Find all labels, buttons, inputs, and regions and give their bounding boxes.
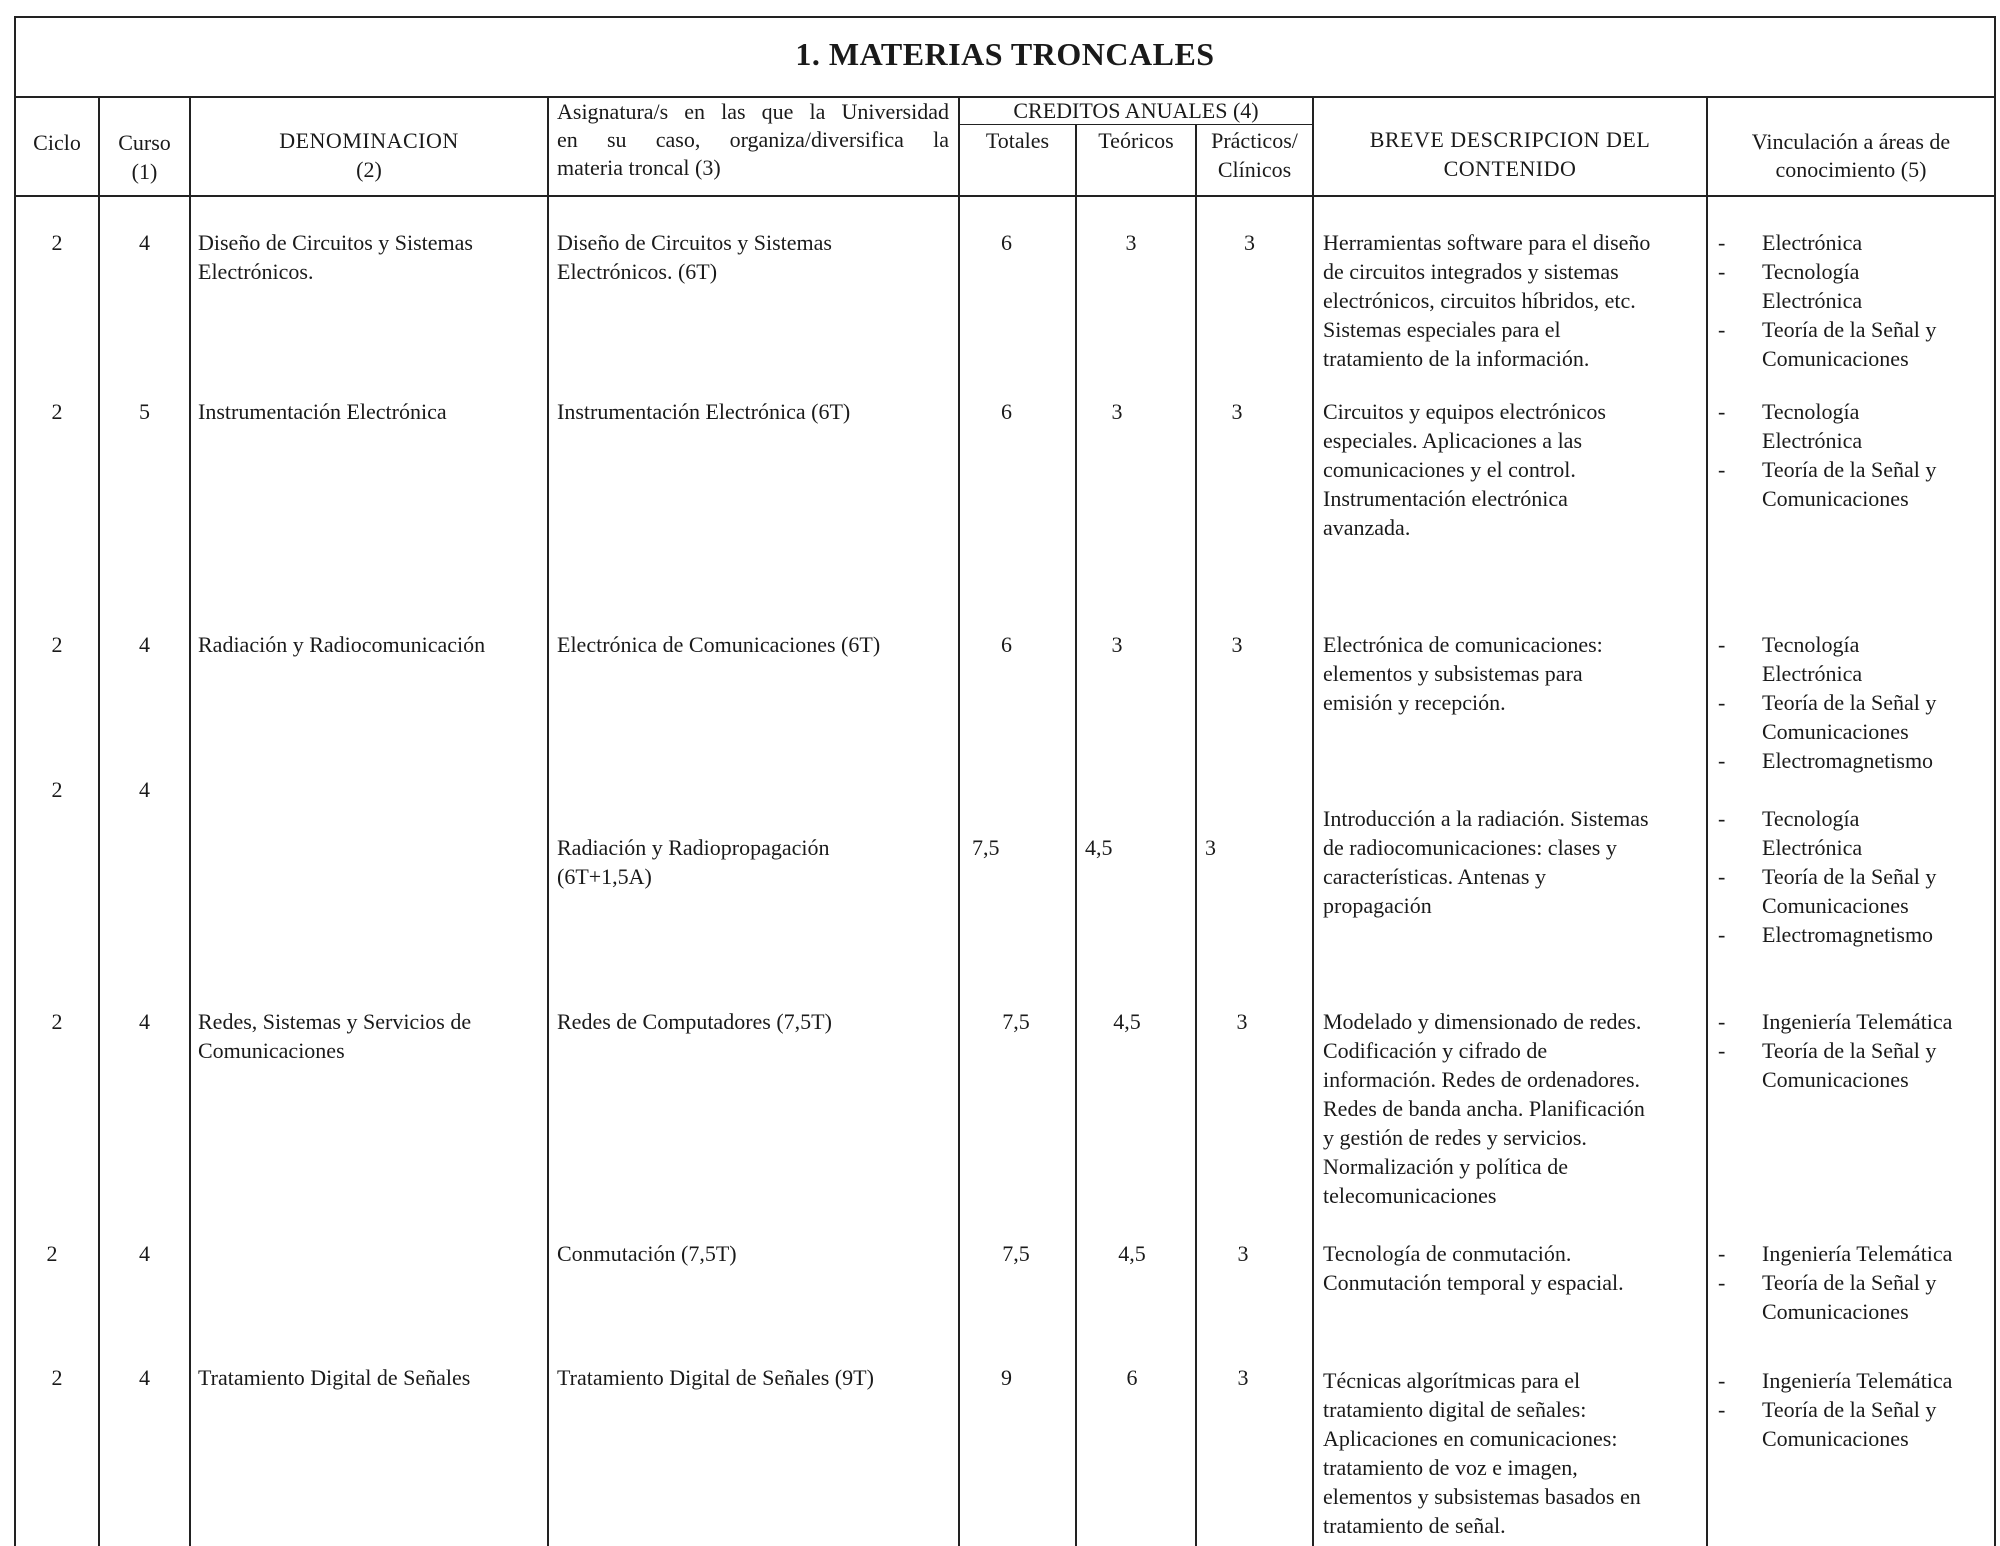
col-divider-ciclo — [98, 96, 100, 1546]
row-ciclo: 2 — [51, 1009, 63, 1034]
row-areas — [1718, 1007, 1952, 1094]
row-denominacion-line: Redes, Sistemas y Servicios de — [198, 1009, 472, 1034]
row-descripcion-line: tratamiento digital de señales: — [1323, 1397, 1587, 1422]
header-clinicos: Clínicos — [1217, 157, 1292, 182]
row-asignatura-line: Instrumentación Electrónica (6T) — [557, 399, 851, 424]
area-item: - Tecnología Electrónica — [1718, 397, 1936, 455]
row-ciclo: 2 — [51, 777, 63, 802]
area-item: - Electromagnetismo — [1718, 920, 1936, 949]
col-divider-descripcion — [1706, 96, 1708, 1546]
row-descripcion-line: Instrumentación electrónica — [1323, 486, 1568, 511]
row-totales: 6 — [1001, 632, 1012, 657]
row-curso: 4 — [139, 1241, 150, 1266]
area-item: - Teoría de la Señal y Comunicaciones — [1718, 1268, 1952, 1326]
row-practicos: 3 — [1237, 1241, 1249, 1266]
row-asignatura-line: Conmutación (7,5T) — [557, 1241, 737, 1266]
header-practicos: Prácticos/ — [1211, 128, 1298, 153]
area-item: - Teoría de la Señal y Comunicaciones — [1718, 1036, 1952, 1094]
header-bottom-border — [14, 195, 1996, 197]
row-descripcion-line: avanzada. — [1323, 515, 1411, 540]
row-ciclo: 2 — [51, 399, 63, 424]
row-practicos: 3 — [1231, 632, 1243, 657]
row-descripcion-line: tratamiento de la información. — [1323, 346, 1590, 371]
row-descripcion-line: Tecnología de conmutación. — [1323, 1241, 1572, 1266]
header-asignatura-line3: materia troncal (3) — [557, 155, 721, 180]
row-asignatura-line: Electrónica de Comunicaciones (6T) — [557, 632, 881, 657]
row-descripcion-line: especiales. Aplicaciones a las — [1323, 428, 1583, 453]
col-divider-denominacion — [547, 96, 549, 1546]
row-asignatura-line: Radiación y Radiopropagación — [557, 835, 830, 860]
row-areas — [1718, 1366, 1952, 1453]
row-descripcion-line: comunicaciones y el control. — [1323, 457, 1576, 482]
row-descripcion-line: Introducción a la radiación. Sistemas — [1323, 806, 1649, 831]
area-item: - Ingeniería Telemática — [1718, 1007, 1952, 1036]
row-asignatura-line: Diseño de Circuitos y Sistemas — [557, 230, 832, 255]
row-descripcion-line: electrónicos, circuitos híbridos, etc. — [1323, 288, 1636, 313]
row-asignatura-line: (6T+1,5A) — [557, 864, 652, 889]
area-item: - Teoría de la Señal y Comunicaciones — [1718, 315, 1936, 373]
table-top-border — [14, 16, 1996, 18]
row-teoricos: 3 — [1111, 632, 1123, 657]
header-teoricos: Teóricos — [1098, 128, 1174, 153]
row-ciclo: 2 — [46, 1241, 58, 1266]
area-item: - Teoría de la Señal y Comunicaciones — [1718, 862, 1936, 920]
area-item: - Teoría de la Señal y Comunicaciones — [1718, 1395, 1952, 1453]
row-denominacion-line: Instrumentación Electrónica — [198, 399, 447, 424]
col-divider-curso — [189, 96, 191, 1546]
row-curso: 4 — [139, 230, 150, 255]
area-item: - Tecnología Electrónica — [1718, 630, 1936, 688]
row-descripcion-line: Electrónica de comunicaciones: — [1323, 632, 1603, 657]
row-descripcion-line: Herramientas software para el diseño — [1323, 230, 1651, 255]
row-ciclo: 2 — [51, 230, 63, 255]
row-asignatura-line: Tratamiento Digital de Señales (9T) — [557, 1365, 874, 1390]
row-descripcion-line: de radiocomunicaciones: clases y — [1323, 835, 1617, 860]
row-practicos: 3 — [1236, 1009, 1248, 1034]
row-descripcion-line: propagación — [1323, 893, 1432, 918]
header-curso-note: (1) — [131, 159, 158, 184]
row-asignatura-line: Redes de Computadores (7,5T) — [557, 1009, 832, 1034]
header-vinculacion-line2: conocimiento (5) — [1775, 157, 1927, 182]
page-title: 1. MATERIAS TRONCALES — [795, 36, 1215, 72]
row-areas — [1718, 804, 1936, 949]
row-descripcion-line: elementos y subsistemas basados en — [1323, 1484, 1641, 1509]
row-totales: 7,5 — [972, 835, 1000, 860]
row-totales: 7,5 — [1002, 1241, 1030, 1266]
area-item: - Tecnología Electrónica — [1718, 257, 1936, 315]
row-teoricos: 4,5 — [1085, 835, 1113, 860]
row-descripcion-line: y gestión de redes y servicios. — [1323, 1125, 1587, 1150]
border-right — [1994, 16, 1996, 1546]
row-totales: 6 — [1001, 230, 1012, 255]
col-divider-teoricos — [1195, 124, 1197, 1546]
row-descripcion-line: Normalización y política de — [1323, 1154, 1568, 1179]
row-descripcion-line: Codificación y cifrado de — [1323, 1038, 1548, 1063]
header-asignatura-line1: Asignatura/s en las que la Universidad — [557, 99, 949, 124]
col-divider-asignatura — [958, 96, 960, 1546]
row-denominacion-line: Radiación y Radiocomunicación — [198, 632, 486, 657]
row-teoricos: 3 — [1111, 399, 1123, 424]
row-descripcion-line: tratamiento de señal. — [1323, 1513, 1506, 1538]
row-curso: 4 — [139, 777, 150, 802]
header-descripcion-line2: CONTENIDO — [1443, 156, 1577, 181]
area-item: - Teoría de la Señal y Comunicaciones — [1718, 455, 1936, 513]
col-divider-creditos — [1312, 96, 1314, 1546]
row-practicos: 3 — [1231, 399, 1243, 424]
row-descripcion-line: de circuitos integrados y sistemas — [1323, 259, 1619, 284]
area-item: - Ingeniería Telemática — [1718, 1239, 1952, 1268]
row-curso: 4 — [139, 1009, 150, 1034]
col-divider-totales — [1075, 124, 1077, 1546]
area-item: - Tecnología Electrónica — [1718, 804, 1936, 862]
row-descripcion-line: Circuitos y equipos electrónicos — [1323, 399, 1606, 424]
row-practicos: 3 — [1237, 1365, 1249, 1390]
row-curso: 5 — [139, 399, 150, 424]
row-asignatura-line: Electrónicos. (6T) — [557, 259, 718, 284]
row-teoricos: 3 — [1125, 230, 1137, 255]
header-denominacion: DENOMINACION — [279, 128, 459, 153]
row-areas — [1718, 228, 1936, 373]
row-descripcion-line: emisión y recepción. — [1323, 690, 1506, 715]
row-descripcion-line: Conmutación temporal y espacial. — [1323, 1270, 1624, 1295]
row-descripcion-line: características. Antenas y — [1323, 864, 1546, 889]
row-descripcion-line: Modelado y dimensionado de redes. — [1323, 1009, 1642, 1034]
header-curso: Curso — [118, 130, 171, 155]
area-item: - Ingeniería Telemática — [1718, 1366, 1952, 1395]
header-totales: Totales — [985, 128, 1050, 153]
row-descripcion-line: Redes de banda ancha. Planificación — [1323, 1096, 1645, 1121]
header-asignatura-line2: en su caso, organiza/diversifica la — [557, 127, 949, 152]
row-teoricos: 4,5 — [1113, 1009, 1141, 1034]
row-areas — [1718, 397, 1936, 513]
row-ciclo: 2 — [51, 1365, 63, 1390]
row-teoricos: 4,5 — [1118, 1241, 1146, 1266]
row-practicos: 3 — [1244, 230, 1255, 255]
row-descripcion-line: tratamiento de voz e imagen, — [1323, 1455, 1578, 1480]
header-descripcion-line1: BREVE DESCRIPCION DEL — [1369, 127, 1651, 152]
row-descripcion-line: telecomunicaciones — [1323, 1183, 1497, 1208]
header-denominacion-note: (2) — [356, 157, 382, 182]
row-areas — [1718, 1239, 1952, 1326]
area-item: - Electrónica — [1718, 228, 1936, 257]
row-denominacion-line: Tratamiento Digital de Señales — [198, 1365, 471, 1390]
row-totales: 9 — [1001, 1365, 1012, 1390]
header-creditos-anuales: CREDITOS ANUALES (4) — [1013, 98, 1259, 123]
row-totales: 7,5 — [1002, 1009, 1030, 1034]
row-descripcion-line: Aplicaciones en comunicaciones: — [1323, 1426, 1618, 1451]
row-curso: 4 — [139, 1365, 150, 1390]
row-descripcion-line: Técnicas algorítmicas para el — [1323, 1368, 1581, 1393]
row-practicos: 3 — [1205, 835, 1216, 860]
header-ciclo: Ciclo — [33, 130, 81, 155]
row-descripcion-line: Sistemas especiales para el — [1323, 317, 1561, 342]
row-curso: 4 — [139, 632, 150, 657]
row-ciclo: 2 — [51, 632, 63, 657]
row-denominacion-line: Electrónicos. — [198, 259, 314, 284]
header-vinculacion-line1: Vinculación a áreas de — [1751, 129, 1951, 154]
row-denominacion-line: Diseño de Circuitos y Sistemas — [198, 230, 473, 255]
row-denominacion-line: Comunicaciones — [198, 1038, 345, 1063]
row-areas — [1718, 630, 1936, 775]
row-descripcion-line: información. Redes de ordenadores. — [1323, 1067, 1641, 1092]
area-item: - Electromagnetismo — [1718, 746, 1936, 775]
row-descripcion-line: elementos y subsistemas para — [1323, 661, 1583, 686]
row-totales: 6 — [1001, 399, 1012, 424]
row-teoricos: 6 — [1126, 1365, 1138, 1390]
area-item: - Teoría de la Señal y Comunicaciones — [1718, 688, 1936, 746]
